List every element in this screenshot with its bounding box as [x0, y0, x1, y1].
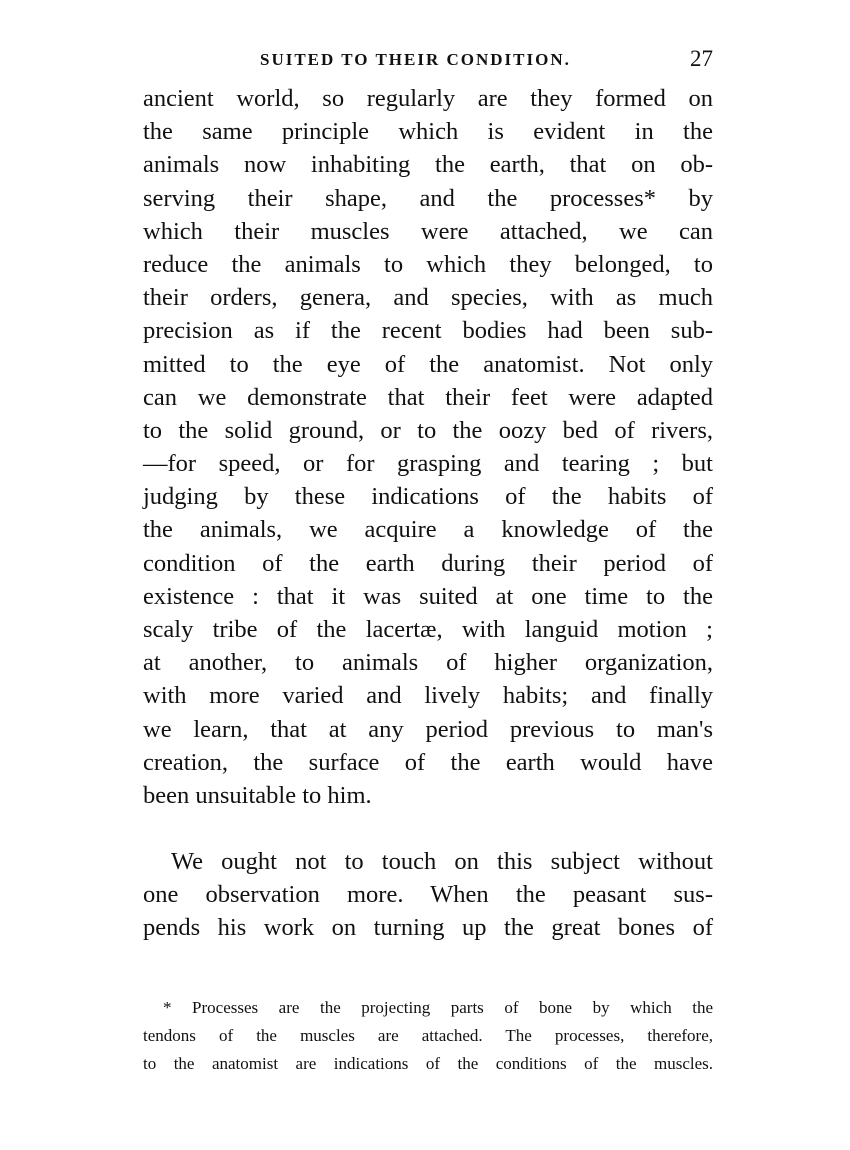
text-line: been unsuitable to him. — [143, 781, 372, 809]
text-line: the same principle which is evident in the — [143, 118, 713, 146]
text-line: existence : that it was suited at one time to the — [143, 582, 713, 610]
text-line: scaly tribe of the lacertæ, with languid motion ; — [143, 616, 713, 643]
running-head — [143, 46, 713, 76]
paragraph-2 — [143, 845, 713, 945]
text-line: ancient world, so regularly are they formed on — [143, 85, 713, 112]
text-line: animals now inhabiting the earth, that on ob- — [143, 151, 713, 179]
footnote-line: tendons of the muscles are attached. The processes, therefore, — [143, 1026, 713, 1045]
text-line: with more varied and lively habits; and finally — [143, 682, 713, 710]
footnote-line: to the anatomist are indications of the conditions of the muscles. — [143, 1054, 713, 1073]
text-line: which their muscles were attached, we can — [143, 217, 713, 245]
text-line: to the solid ground, or to the oozy bed of rivers, — [143, 416, 713, 444]
text-line: judging by these indications of the habits of — [143, 483, 713, 511]
text-line: can we demonstrate that their feet were adapted — [143, 383, 713, 411]
text-line: creation, the surface of the earth would have — [143, 748, 713, 776]
text-line: condition of the earth during their period of — [143, 549, 713, 577]
text-line: mitted to the eye of the anatomist. Not only — [143, 350, 713, 378]
text-line: serving their shape, and the processes* by — [143, 184, 713, 212]
running-title: SUITED TO THEIR CONDITION. — [260, 50, 571, 69]
text-line: we learn, that at any period previous to man's — [143, 715, 713, 743]
text-line: one observation more. When the peasant sus- — [143, 881, 713, 909]
footnote-line: * Processes are the projecting parts of bone by which the — [163, 998, 713, 1017]
text-line: precision as if the recent bodies had been sub- — [143, 317, 713, 345]
text-line: pends his work on turning up the great bones of — [143, 914, 713, 942]
text-line: —for speed, or for grasping and tearing ; but — [143, 450, 713, 478]
text-line: the animals, we acquire a knowledge of the — [143, 516, 713, 544]
footnote — [143, 994, 713, 1078]
text-line: at another, to animals of higher organization, — [143, 649, 713, 677]
text-line: their orders, genera, and species, with as much — [143, 284, 713, 312]
paragraph-1 — [143, 82, 713, 812]
text-line: reduce the animals to which they belonged, to — [143, 250, 713, 278]
text-line: We ought not to touch on this subject without — [171, 848, 713, 875]
page-number: 27 — [690, 46, 713, 71]
